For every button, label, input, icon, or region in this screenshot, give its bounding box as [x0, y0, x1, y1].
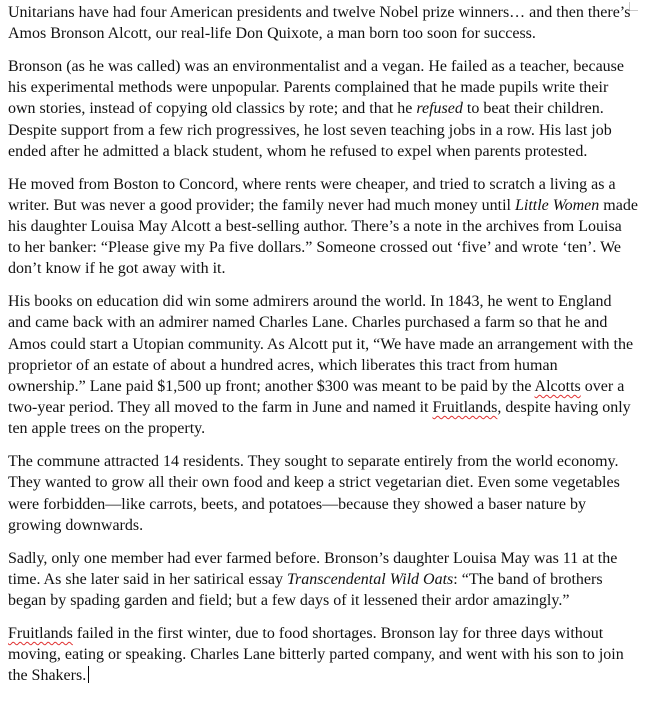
italic-text: Transcendental Wild Oats — [287, 570, 454, 588]
text-run: over a two-year period. They all moved to the farm in June and named it — [8, 378, 625, 417]
paragraph[interactable] — [8, 56, 638, 162]
text-run: His books on education did win some admirers around the world. In 1843, he went to England and came back with an admirer named Charles Lane. Charles purchased a farm so that he and Amos could start a Utopian community. As Alcott put it, “We have made an arrangement with the proprietor of an estate of about a hundred acres, which liberates this tract from human ownership.” Lane paid $1,500 up front; another $300 was meant to be paid by the — [8, 293, 634, 396]
misspelled-word: Fruitlands — [8, 624, 73, 642]
text-run: He moved from Boston to Concord, where rents were cheaper, and tried to scratch a living as a writer. But was never a good provider; the family never had much money until — [8, 175, 616, 214]
paragraph[interactable] — [8, 174, 638, 280]
text-run: , despite having only ten apple trees on the property. — [8, 399, 631, 438]
paragraph[interactable] — [8, 451, 638, 536]
misspelled-word: Fruitlands — [432, 399, 498, 417]
text-run: made his daughter Louisa May Alcott a best-selling author. There’s a note in the archives from Louisa to her banker: “Please give my Pa five dollars.” Someone crossed out ‘five’ and wrote ‘ten’. We don’t know if he got away with it. — [8, 196, 638, 278]
paragraph[interactable] — [8, 291, 638, 439]
paragraph[interactable] — [8, 2, 638, 44]
italic-text: refused — [416, 100, 463, 118]
text-run: failed in the first winter, due to food shortages. Bronson lay for three days without moving, eating or speaking. Charles Lane bitterly parted company, and went with his son to join the Shakers. — [8, 624, 624, 685]
text-run: Sadly, only one member had ever farmed before. Bronson’s daughter Louisa May was 11 at the time. As she later said in her satirical essay — [8, 549, 618, 588]
italic-text: Little Women — [514, 196, 600, 214]
text-run: The commune attracted 14 residents. They sought to separate entirely from the world economy. They wanted to grow all their own food and keep a strict vegetarian diet. Even some vegetables were forbidden—like carrots, beets, and potatoes—because they showed a baser nature by growing downwards. — [8, 453, 620, 534]
misspelled-word: Alcotts — [534, 378, 581, 396]
paragraph[interactable] — [8, 548, 638, 612]
document-body[interactable] — [8, 2, 638, 686]
text-run: : “The band of brothers began by spading garden and field; but a few days of it lessened their ardor amazingly.” — [8, 570, 603, 610]
text-run: Unitarians have had four American presidents and twelve Nobel prize winners… and then there’s Amos Bronson Alcott, our real-life Don Quixote, a man born too soon for success. — [8, 4, 631, 43]
text-run: to beat their children. Despite support from a few rich progressives, he lost seven teaching jobs in a row. His last job ended after he admitted a black student, whom he refused to expel when parents protested. — [8, 100, 612, 160]
paragraph[interactable] — [8, 623, 638, 687]
text-run: Bronson (as he was called) was an environmentalist and a vegan. He failed as a teacher, because his experimental methods were unpopular. Parents complained that he made pupils write their own stories, instead of copying old classics by rote; and that he — [8, 58, 624, 118]
text-cursor — [88, 666, 89, 683]
